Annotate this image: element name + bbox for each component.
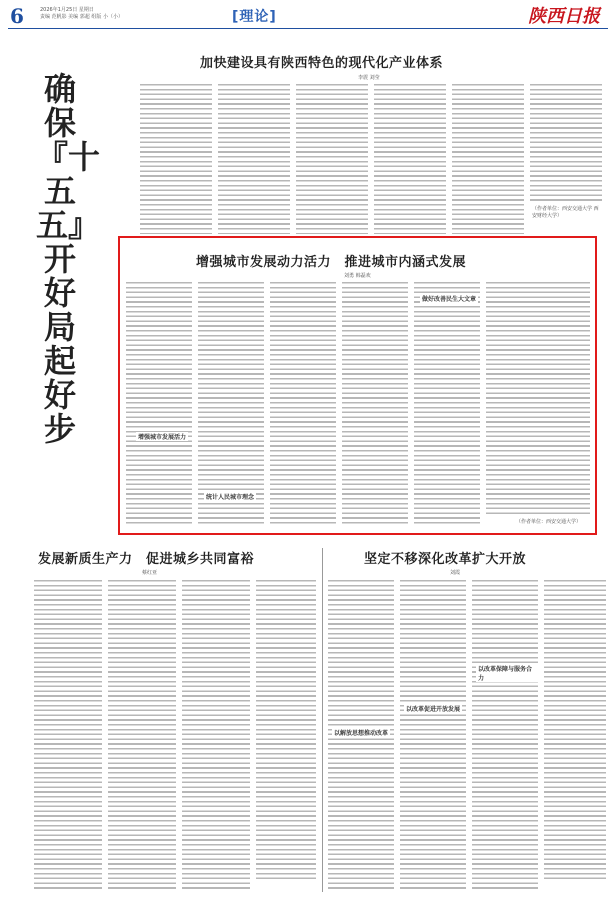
middle-article-column-2 [198,282,264,526]
top-article-footer: （作者单位：西安交通大学 西安财经大学） [532,206,599,219]
top-article-author: 李震 刘莹 [358,75,380,81]
middle-article-column-6 [486,282,590,514]
top-article-column-6 [530,84,602,202]
bottom-right-subhead-1: 以解放思想推动改革 [334,730,389,737]
middle-article-column-1 [126,282,192,526]
bottom-left-column-3 [182,580,250,890]
bottom-right-column-4 [544,580,606,880]
bottom-right-subhead-2: 以改革促进开放发展 [406,706,461,713]
middle-subhead-1: 增强城市发展活力 [138,434,187,441]
bottom-right-subhead-3: 以改革保障与服务合力 [476,664,538,682]
issue-meta [40,7,123,21]
editor-line: 责编 范帆影 美编 郭超 组版 小（小） [40,14,123,20]
top-article-column-5 [452,84,524,234]
middle-article-title: 增强城市发展动力活力 推进城市内涵式发展 [196,255,467,270]
bottom-left-column-4 [256,580,316,880]
feature-title: 确保『十五五』开好局起好步 [36,70,101,448]
middle-article-column-5 [414,282,480,526]
bottom-left-article-author: 蔡红亚 [142,570,158,576]
bottom-left-column-1 [34,580,102,890]
top-article-title: 加快建设具有陕西特色的现代化产业体系 [200,56,444,71]
middle-subhead-3: 做好改善民生大文章 [422,296,477,303]
top-article-column-2 [218,84,290,234]
bottom-right-column-3 [472,580,538,890]
middle-article-column-4 [342,282,408,526]
middle-subhead-2: 统计人民城市理念 [206,494,255,501]
header-rule [8,28,608,29]
section-label: [理论] [232,9,277,25]
top-article-column-1 [140,84,212,234]
bottom-right-column-1 [328,580,394,890]
middle-article-author: 刘勇 韩磊欢 [344,273,371,279]
top-article-column-3 [296,84,368,234]
middle-article-footer: （作者单位：西安交通大学） [516,519,582,525]
bottom-right-column-2 [400,580,466,890]
column-divider [322,548,323,892]
page-number: 6 [10,4,24,28]
top-article-column-4 [374,84,446,234]
bottom-right-article-title: 坚定不移深化改革扩大开放 [364,552,527,567]
page-header [0,0,616,30]
bottom-left-article-title: 发展新质生产力 促进城乡共同富裕 [38,552,255,567]
bottom-left-column-2 [108,580,176,890]
middle-article-column-3 [270,282,336,526]
bottom-right-article-author: 刘霞 [450,570,461,576]
date-line: 2026年1月25日 星期日 [40,7,94,13]
newspaper-logo: 陕西日报 [528,6,600,27]
